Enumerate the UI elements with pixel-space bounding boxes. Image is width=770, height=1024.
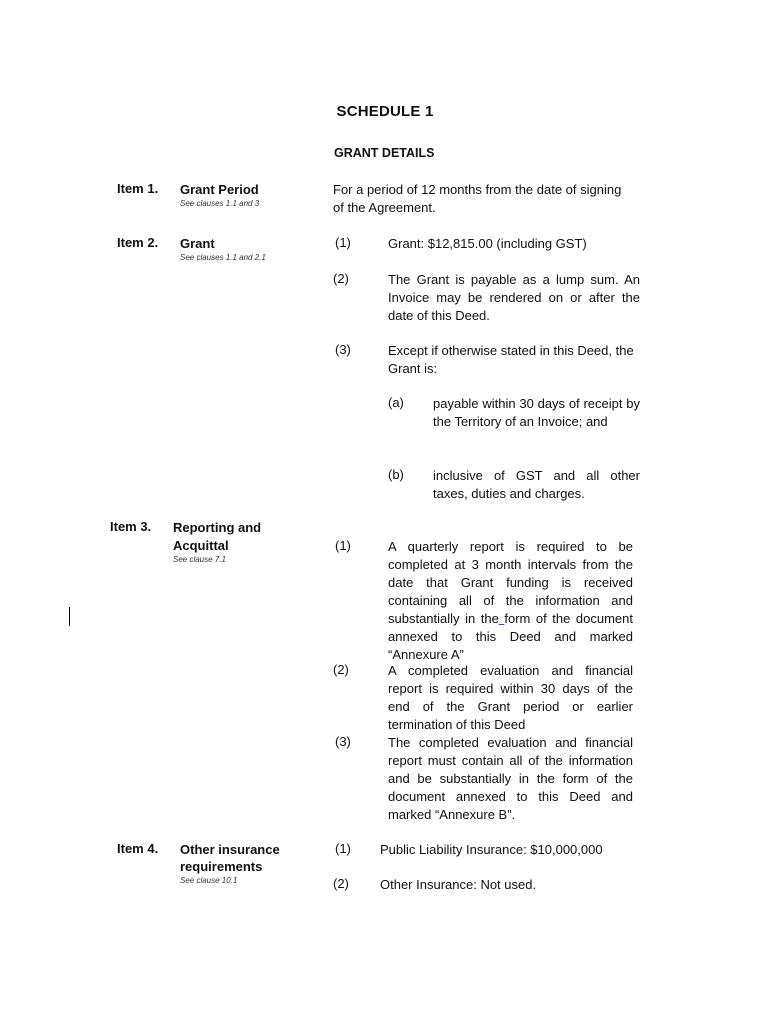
item-2-clause-1-text: Grant: $12,815.00 (including GST) [388,236,587,251]
item-4-number: Item 4. [117,841,159,856]
item-2-clause-2-num: (2) [333,271,349,286]
item-1-ref: See clauses 1.1 and 3 [180,199,260,208]
item-4-clause-1-text: Public Liability Insurance: $10,000,000 [380,842,603,857]
item-3-label-line1: Reporting and [173,520,262,535]
item-2-label: Grant [180,236,215,251]
grant-details-heading: GRANT DETAILS [334,146,435,160]
item-3-clause-1-text [388,538,633,664]
item-2-clause-2-text: The Grant is payable as a lump sum. An Invoice may be rendered on or after the date of this Deed. [388,272,640,323]
text-cursor-caret [69,607,70,626]
item-3-clause-2-num: (2) [333,662,349,677]
item-3-number: Item 3. [110,519,152,534]
item-3-ref: See clause 7.1 [173,555,226,564]
item-2-ref: See clauses 1.1 and 2.1 [180,253,266,262]
item-3-label-line2: Acquittal [173,538,229,553]
item-4-ref: See clause 10.1 [180,876,238,885]
item-3-clause-1-text-start: A quarterly report is required to be completed at 3 month intervals from the date that Grant funding is received containing all of the information and substantially in the [388,539,633,626]
item-4-label-line1: Other insurance [180,842,280,857]
item-4-clause-2-text: Other Insurance: Not used. [380,877,537,892]
item-3-clause-3-num: (3) [335,734,351,749]
item-1-label: Grant Period [180,182,259,197]
item-3-clause-2-text: A completed evaluation and financial report is required within 30 days of the end of the Grant period or earlier termination of this Deed [388,663,633,732]
item-2-sub-b-num: (b) [388,467,404,482]
item-2-sub-a-text: payable within 30 days of receipt by the Territory of an Invoice; and [433,396,640,429]
item-1-number: Item 1. [117,181,159,196]
item-2-sub-b-text: inclusive of GST and all other taxes, duties and charges. [433,468,640,501]
item-2-number: Item 2. [117,235,159,250]
item-3-clause-1-text-end: form of the document annexed to this Deed and marked “Annexure A” [388,611,633,662]
item-1-text: For a period of 12 months from the date of signing of the Agreement. [333,182,622,215]
item-4-clause-2-num: (2) [333,876,349,891]
item-2-sub-a-num: (a) [388,395,404,410]
item-3-clause-1-num: (1) [335,538,351,553]
item-4-clause-1-num: (1) [335,841,351,856]
item-2-clause-3-num: (3) [335,342,351,357]
item-3-clause-3-text: The completed evaluation and financial report must contain all of the information and be substantially in the form of the document annexed to this Deed and marked “Annexure B”. [388,735,633,822]
schedule-title: SCHEDULE 1 [336,103,434,120]
item-4-label-line2: requirements [180,859,263,874]
item-2-clause-3-text: Except if otherwise stated in this Deed, the Grant is: [388,343,634,376]
item-2-clause-1-num: (1) [335,235,351,250]
